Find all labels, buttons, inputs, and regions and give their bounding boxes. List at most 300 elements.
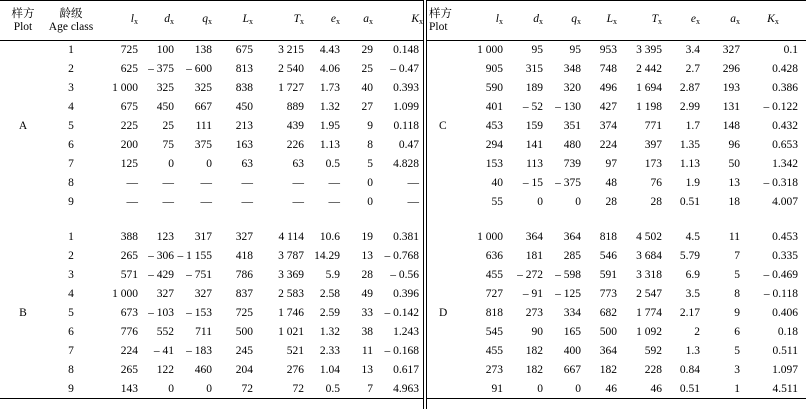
plot-label xyxy=(0,155,46,174)
table-cell: 153 xyxy=(485,158,503,170)
table-cell: – 751 xyxy=(186,269,212,281)
table-row xyxy=(427,98,806,117)
table-cell: – 598 xyxy=(555,269,581,281)
table-cell: 546 xyxy=(599,250,617,262)
table-cell: 1 198 xyxy=(636,101,662,113)
plot-label xyxy=(0,174,46,193)
table-cell: – 0.56 xyxy=(390,269,419,281)
table-row xyxy=(0,136,423,155)
table-row xyxy=(0,41,423,60)
table-cell: 1 xyxy=(700,380,740,399)
table-cell: 3 xyxy=(734,364,740,376)
table-cell: 351 xyxy=(563,120,581,132)
table-cell: 773 xyxy=(599,288,617,300)
table-cell: 2.17 xyxy=(679,307,700,319)
table-cell: 592 xyxy=(644,345,662,357)
plot-label: B xyxy=(19,307,27,319)
table-cell: 182 xyxy=(525,345,543,357)
table-cell: 1.7 xyxy=(685,120,700,132)
table-cell: 0 xyxy=(575,196,581,208)
table-cell: 348 xyxy=(563,63,581,75)
table-cell: 4.511 xyxy=(740,380,806,399)
table-cell: 1 774 xyxy=(636,307,662,319)
table-cell: 3 318 xyxy=(636,269,662,281)
age-class-cell: 4 xyxy=(68,288,74,300)
table-cell: 55 xyxy=(491,196,503,208)
age-class-cell: 7 xyxy=(68,345,74,357)
table-cell: 123 xyxy=(156,231,174,243)
table-cell: — xyxy=(292,177,304,189)
table-cell: 1 000 xyxy=(112,82,138,94)
table-cell: 296 xyxy=(722,63,740,75)
table-cell: — xyxy=(200,177,212,189)
table-row xyxy=(427,323,806,342)
table-row xyxy=(0,228,423,247)
age-class-cell: 8 xyxy=(68,177,74,189)
plot-label xyxy=(427,155,463,174)
table-cell: 276 xyxy=(286,364,304,376)
table-cell: – 52 xyxy=(522,101,543,113)
table-cell: 72 xyxy=(253,380,304,399)
table-cell: 521 xyxy=(286,345,304,357)
table-row xyxy=(427,136,806,155)
table-cell: 2.99 xyxy=(679,101,700,113)
table-cell: 141 xyxy=(525,139,543,151)
table-cell: 28 xyxy=(605,196,617,208)
table-cell: 317 xyxy=(194,231,212,243)
col-header-Lx: $L_x$ xyxy=(212,1,253,41)
table-cell: 1.04 xyxy=(319,364,340,376)
group-gap xyxy=(0,212,423,228)
table-cell: 374 xyxy=(599,120,617,132)
table-cell: 25 xyxy=(162,120,174,132)
table-cell: 8 xyxy=(367,139,373,151)
table-row xyxy=(0,174,423,193)
table-cell: 1 000 xyxy=(477,231,503,243)
table-cell: 0.148 xyxy=(373,41,423,60)
age-class-cell: 9 xyxy=(46,380,96,399)
table-cell: 1.13 xyxy=(319,139,340,151)
table-cell: 2 540 xyxy=(278,63,304,75)
table-cell: 748 xyxy=(599,63,617,75)
plot-label xyxy=(427,361,463,380)
table-cell: 224 xyxy=(120,345,138,357)
table-cell: 226 xyxy=(286,139,304,151)
table-cell: 0 xyxy=(174,380,212,399)
plot-label: C xyxy=(439,120,447,132)
table-cell: 7 xyxy=(340,380,373,399)
table-cell: 76 xyxy=(650,177,662,189)
age-class-cell: 3 xyxy=(68,82,74,94)
table-cell: 727 xyxy=(485,288,503,300)
table-cell: 0.511 xyxy=(772,345,798,357)
col-header-Lx: $L_x$ xyxy=(581,1,617,41)
table-cell: – 0.168 xyxy=(384,345,419,357)
table-cell: 2 442 xyxy=(636,63,662,75)
table-cell: 5.79 xyxy=(679,250,700,262)
table-cell: 667 xyxy=(194,101,212,113)
plot-label xyxy=(0,60,46,79)
table-cell: 400 xyxy=(563,345,581,357)
table-cell: – 0.142 xyxy=(384,307,419,319)
table-cell: 364 xyxy=(599,345,617,357)
table-cell: 163 xyxy=(235,139,253,151)
table-cell: 0.381 xyxy=(393,231,419,243)
table-cell: 111 xyxy=(195,120,212,132)
table-cell: 90 xyxy=(531,326,543,338)
table-cell: 1.73 xyxy=(319,82,340,94)
plot-label xyxy=(0,41,46,60)
table-cell: 0 xyxy=(503,380,543,399)
table-cell: 837 xyxy=(235,288,253,300)
table-cell: 46 xyxy=(581,380,617,399)
table-row xyxy=(427,266,806,285)
table-cell: 18 xyxy=(728,196,740,208)
table-cell: 4.007 xyxy=(772,196,798,208)
header-row-left xyxy=(0,1,423,41)
table-cell: 496 xyxy=(599,82,617,94)
table-cell: – 15 xyxy=(522,177,543,189)
table-cell: – 272 xyxy=(517,269,543,281)
table-cell: 320 xyxy=(563,82,581,94)
table-cell: 667 xyxy=(563,364,581,376)
table-row xyxy=(427,304,806,323)
table-cell: 375 xyxy=(194,139,212,151)
table-cell: 96 xyxy=(728,139,740,151)
table-cell: 25 xyxy=(361,63,373,75)
table-cell: 427 xyxy=(599,101,617,113)
table-cell: 0 xyxy=(367,177,373,189)
plot-label xyxy=(0,98,46,117)
table-row xyxy=(427,342,806,361)
table-cell: 11 xyxy=(361,345,373,357)
table-cell: — xyxy=(200,196,212,208)
col-header-qx: $q_x$ xyxy=(174,1,212,41)
table-cell: 33 xyxy=(361,307,373,319)
plot-label xyxy=(427,285,463,304)
table-cell: — xyxy=(407,177,419,189)
table-cell: 571 xyxy=(120,269,138,281)
table-cell: 1.243 xyxy=(393,326,419,338)
table-cell: – 306 xyxy=(148,250,174,262)
table-cell: 4.963 xyxy=(373,380,423,399)
table-cell: 3 369 xyxy=(278,269,304,281)
table-cell: 95 xyxy=(503,41,543,60)
table-cell: 0 xyxy=(367,196,373,208)
table-cell: 294 xyxy=(485,139,503,151)
table-cell: 453 xyxy=(485,120,503,132)
table-cell: 813 xyxy=(235,63,253,75)
age-class-cell: 9 xyxy=(68,196,74,208)
table-cell: 325 xyxy=(194,82,212,94)
table-cell: 0.84 xyxy=(679,364,700,376)
table-cell: 327 xyxy=(194,288,212,300)
table-cell: 776 xyxy=(120,326,138,338)
table-cell: 905 xyxy=(485,63,503,75)
table-cell: 439 xyxy=(286,120,304,132)
table-cell: 315 xyxy=(525,63,543,75)
table-cell: 100 xyxy=(138,41,174,60)
table-cell: 325 xyxy=(156,82,174,94)
table-cell: 13 xyxy=(361,250,373,262)
table-cell: 0.406 xyxy=(772,307,798,319)
table-cell: 138 xyxy=(174,41,212,60)
table-row xyxy=(427,60,806,79)
plot-label xyxy=(0,342,46,361)
table-cell: 0 xyxy=(543,380,581,399)
table-cell: 182 xyxy=(599,364,617,376)
table-cell: 131 xyxy=(722,101,740,113)
table-cell: 711 xyxy=(195,326,212,338)
plot-header: 样方 Plot xyxy=(0,1,46,41)
table-cell: 28 xyxy=(361,269,373,281)
age-class-cell: 3 xyxy=(68,269,74,281)
table-cell: 27 xyxy=(361,101,373,113)
col-header-ex: $e_x$ xyxy=(304,1,340,41)
table-row xyxy=(0,60,423,79)
table-cell: 636 xyxy=(485,250,503,262)
table-cell: 771 xyxy=(644,120,662,132)
table-cell: — xyxy=(126,177,138,189)
table-cell: 675 xyxy=(212,41,253,60)
table-row xyxy=(0,304,423,323)
table-cell: 14.29 xyxy=(314,250,340,262)
table-cell: 2.87 xyxy=(679,82,700,94)
age-class-cell: 5 xyxy=(68,120,74,132)
table-cell: 590 xyxy=(485,82,503,94)
table-cell: — xyxy=(328,177,340,189)
table-cell: 500 xyxy=(599,326,617,338)
table-cell: 228 xyxy=(644,364,662,376)
age-class-cell: 4 xyxy=(68,101,74,113)
header-row-right xyxy=(427,1,806,41)
table-row xyxy=(0,155,423,174)
table-cell: 455 xyxy=(485,269,503,281)
table-cell: 273 xyxy=(525,307,543,319)
table-cell: 9 xyxy=(734,307,740,319)
table-cell: 189 xyxy=(525,82,543,94)
table-cell: 165 xyxy=(563,326,581,338)
table-cell: 5.9 xyxy=(325,269,340,281)
table-cell: 1.9 xyxy=(685,177,700,189)
table-cell: 4.5 xyxy=(685,231,700,243)
plot-label xyxy=(0,323,46,342)
table-cell: 2 547 xyxy=(636,288,662,300)
table-cell: 1.342 xyxy=(772,158,798,170)
table-cell: 72 xyxy=(212,380,253,399)
table-cell: 838 xyxy=(235,82,253,94)
plot-label xyxy=(427,228,463,247)
table-cell: – 375 xyxy=(148,63,174,75)
table-cell: 3 787 xyxy=(278,250,304,262)
table-cell: 63 xyxy=(292,158,304,170)
table-cell: 673 xyxy=(120,307,138,319)
age-class-cell: 2 xyxy=(68,63,74,75)
table-cell: 143 xyxy=(96,380,138,399)
table-row xyxy=(427,41,806,60)
plot-label xyxy=(0,361,46,380)
plot-label xyxy=(427,41,463,60)
table-cell: 591 xyxy=(599,269,617,281)
table-row xyxy=(427,247,806,266)
table-cell: 0 xyxy=(168,158,174,170)
table-cell: 91 xyxy=(463,380,503,399)
table-cell: 0.18 xyxy=(777,326,798,338)
plot-label xyxy=(427,136,463,155)
table-cell: 46 xyxy=(617,380,662,399)
col-header-dx: $d_x$ xyxy=(138,1,174,41)
table-cell: – 0.318 xyxy=(763,177,798,189)
table-row xyxy=(0,98,423,117)
table-cell: 75 xyxy=(162,139,174,151)
plot-label xyxy=(427,60,463,79)
table-cell: 10.6 xyxy=(319,231,340,243)
table-cell: — xyxy=(126,196,138,208)
table-cell: 1.3 xyxy=(685,345,700,357)
table-cell: 0.428 xyxy=(772,63,798,75)
col-header-ax: $a_x$ xyxy=(700,1,740,41)
table-cell: 2.58 xyxy=(319,288,340,300)
table-cell: 450 xyxy=(235,101,253,113)
col-header-Tx: $T_x$ xyxy=(253,1,304,41)
table-cell: 3 395 xyxy=(617,41,662,60)
table-cell: 0.1 xyxy=(740,41,806,60)
table-cell: – 429 xyxy=(148,269,174,281)
table-cell: 1.32 xyxy=(319,326,340,338)
table-cell: 0.396 xyxy=(393,288,419,300)
table-cell: 3 684 xyxy=(636,250,662,262)
table-cell: 225 xyxy=(120,120,138,132)
table-cell: 6.9 xyxy=(685,269,700,281)
table-row xyxy=(0,79,423,98)
table-cell: 224 xyxy=(599,139,617,151)
table-cell: 181 xyxy=(525,250,543,262)
table-cell: 1.95 xyxy=(319,120,340,132)
table-cell: 1.13 xyxy=(679,158,700,170)
table-row xyxy=(427,228,806,247)
table-cell: 8 xyxy=(734,288,740,300)
table-cell: 200 xyxy=(120,139,138,151)
table-cell: 213 xyxy=(235,120,253,132)
table-cell: 7 xyxy=(734,250,740,262)
table-cell: 0 xyxy=(537,196,543,208)
plot-label xyxy=(0,247,46,266)
plot-label xyxy=(427,323,463,342)
table-cell: 6 xyxy=(734,326,740,338)
table-cell: 4 502 xyxy=(636,231,662,243)
table-cell: 148 xyxy=(722,120,740,132)
table-cell: — xyxy=(162,177,174,189)
table-row xyxy=(427,380,806,399)
table-cell: 159 xyxy=(525,120,543,132)
table-cell: 49 xyxy=(361,288,373,300)
table-cell: – 0.47 xyxy=(390,63,419,75)
table-cell: 364 xyxy=(525,231,543,243)
table-cell: 28 xyxy=(650,196,662,208)
table-cell: 265 xyxy=(120,250,138,262)
table-cell: — xyxy=(162,196,174,208)
table-cell: 739 xyxy=(563,158,581,170)
table-cell: 364 xyxy=(563,231,581,243)
table-cell: 3 215 xyxy=(253,41,304,60)
table-cell: 5 xyxy=(367,158,373,170)
table-row xyxy=(427,155,806,174)
table-cell: 1 092 xyxy=(636,326,662,338)
table-cell: 50 xyxy=(728,158,740,170)
table-cell: 1.097 xyxy=(772,364,798,376)
table-cell: 5 xyxy=(734,345,740,357)
age-class-cell: 6 xyxy=(68,326,74,338)
table-cell: — xyxy=(328,196,340,208)
table-cell: 0.386 xyxy=(772,82,798,94)
col-header-qx: $q_x$ xyxy=(543,1,581,41)
table-cell: 273 xyxy=(485,364,503,376)
table-cell: – 41 xyxy=(153,345,174,357)
table-cell: 1 000 xyxy=(112,288,138,300)
table-cell: 418 xyxy=(235,250,253,262)
table-row xyxy=(0,380,423,399)
plot-label xyxy=(427,79,463,98)
table-cell: 0.335 xyxy=(772,250,798,262)
table-cell: 327 xyxy=(156,288,174,300)
table-cell: — xyxy=(241,177,253,189)
col-header-ax: $a_x$ xyxy=(340,1,373,41)
col-header-Kx: $K_x$ xyxy=(373,1,423,41)
age-class-cell: 8 xyxy=(68,364,74,376)
table-row xyxy=(0,117,423,136)
age-class-header: 龄级 Age class xyxy=(46,1,96,41)
age-class-cell: 7 xyxy=(68,158,74,170)
plot-label xyxy=(427,98,463,117)
table-cell: 0.51 xyxy=(662,380,700,399)
table-cell: 4 114 xyxy=(278,231,304,243)
table-cell: 4.828 xyxy=(393,158,419,170)
table-cell: 1 746 xyxy=(278,307,304,319)
col-header-Kx: $K_x$ xyxy=(740,1,806,41)
table-cell: 0 xyxy=(206,158,212,170)
table-cell: — xyxy=(241,196,253,208)
table-cell: 480 xyxy=(563,139,581,151)
plot-label: D xyxy=(439,307,448,319)
col-header-lx: $l_x$ xyxy=(463,1,503,41)
table-cell: 95 xyxy=(543,41,581,60)
table-cell: 2.33 xyxy=(319,345,340,357)
life-table-right xyxy=(427,0,806,399)
table-cell: 4.06 xyxy=(319,63,340,75)
table-cell: 173 xyxy=(644,158,662,170)
group-gap xyxy=(427,212,806,228)
table-row xyxy=(0,266,423,285)
table-cell: 397 xyxy=(644,139,662,151)
plot-label xyxy=(0,380,46,399)
table-cell: – 0.122 xyxy=(763,101,798,113)
plot-label xyxy=(427,266,463,285)
plot-label xyxy=(0,136,46,155)
table-cell: 245 xyxy=(235,345,253,357)
table-cell: 1 727 xyxy=(278,82,304,94)
table-cell: 0.432 xyxy=(772,120,798,132)
plot-header: 样方 Plot xyxy=(427,1,463,41)
table-cell: 786 xyxy=(235,269,253,281)
table-cell: 450 xyxy=(156,101,174,113)
table-cell: 13 xyxy=(361,364,373,376)
table-cell: 9 xyxy=(367,120,373,132)
plot-label: A xyxy=(18,120,28,132)
table-row xyxy=(427,193,806,212)
table-cell: 334 xyxy=(563,307,581,319)
table-row xyxy=(427,79,806,98)
table-cell: — xyxy=(407,196,419,208)
